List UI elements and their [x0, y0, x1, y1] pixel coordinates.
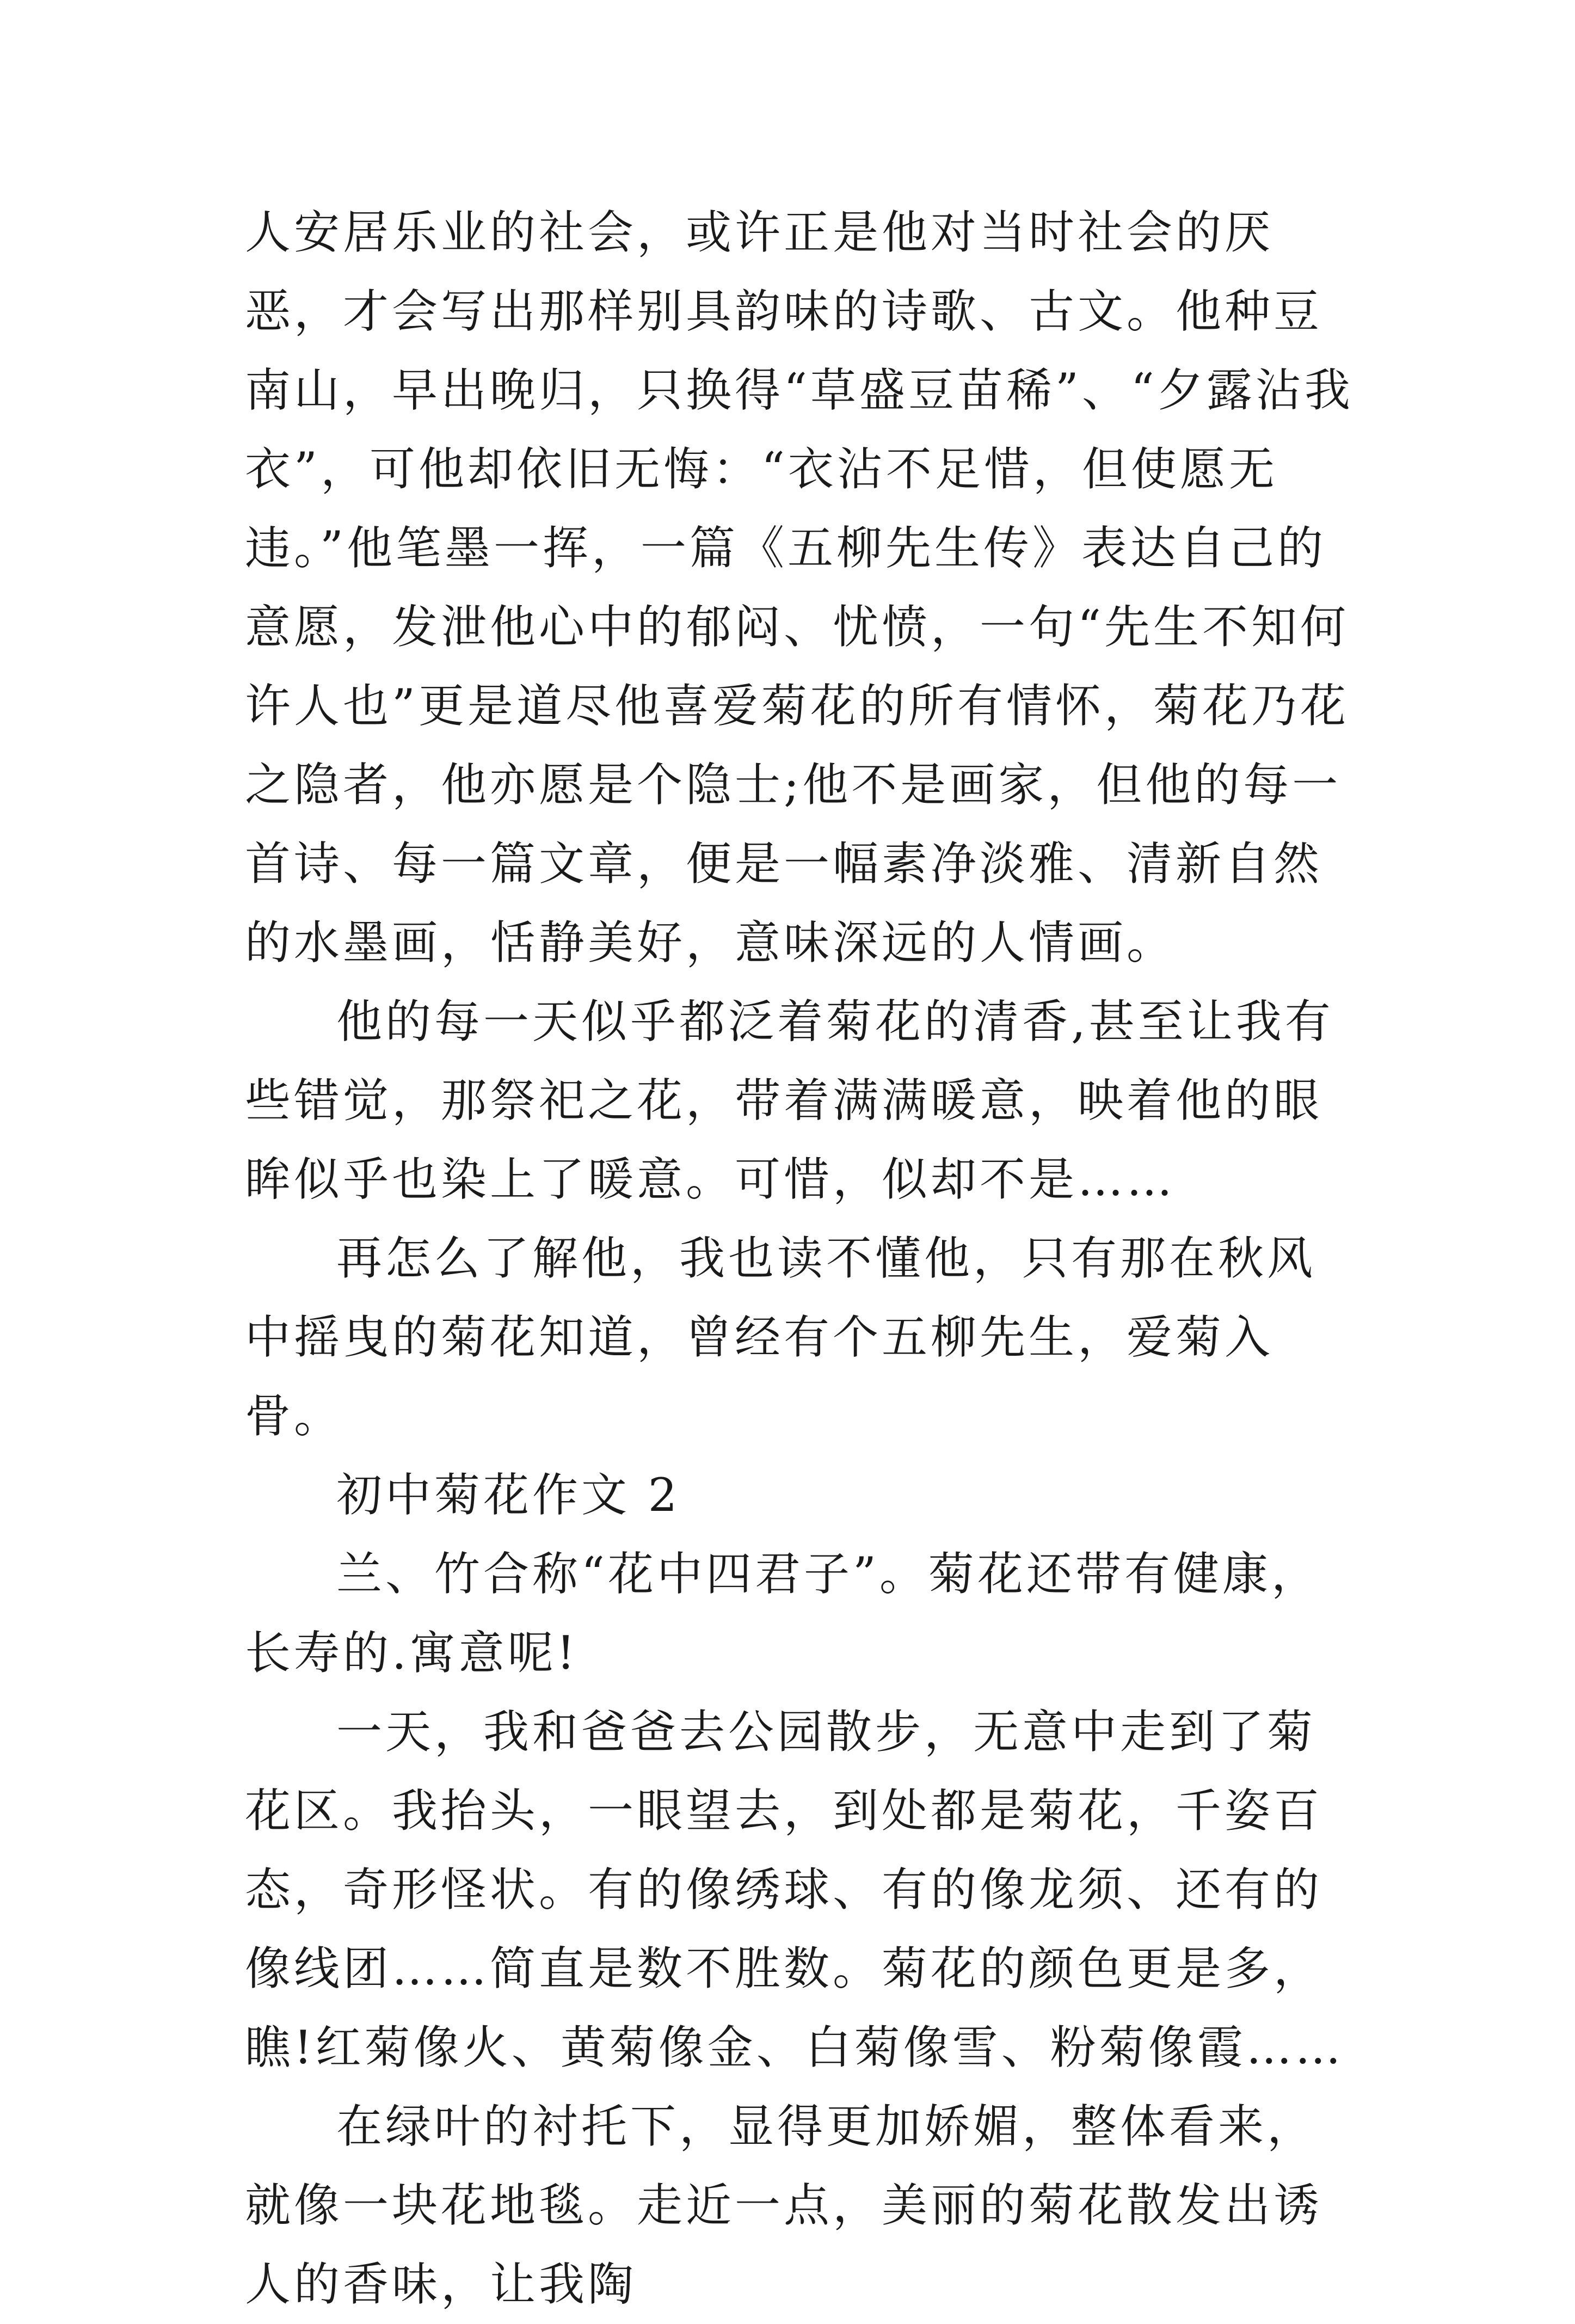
section-heading: 初中菊花作文 2 [336, 1468, 681, 1522]
paragraph: 在绿叶的衬托下，显得更加娇媚，整体看来，就像一块花地毯。走近一点，美丽的菊花散发出诱人的香味，让我陶 [245, 2100, 1323, 2311]
document-body [245, 193, 1355, 2324]
paragraph-continuation: 人安居乐业的社会，或许正是他对当时社会的厌恶，才会写出那样别具韵味的诗歌、古文。他种豆南山，早出晚归，只换得“草盛豆苗稀”、“夕露沾我衣”，可他却依旧无悔：“衣沾不足惜，但使愿无违。”他笔墨一挥，一篇《五柳先生传》表达自己的意愿，发泄他心中的郁闷、忧愤，一句“先生不知何许人也”更是道尽他喜爱菊花的所有情怀，菊花乃花之隐者，他亦愿是个隐士;他不是画家，但他的每一首诗、每一篇文章，便是一幅素净淡雅、清新自然的水墨画，恬静美好，意味深远的人情画。 [245, 206, 1353, 969]
paragraph: 再怎么了解他，我也读不懂他，只有那在秋风中摇曳的菊花知道，曾经有个五柳先生，爱菊入骨。 [245, 1232, 1316, 1443]
paragraph: 兰、竹合称“花中四君子”。菊花还带有健康，长寿的.寓意呢! [245, 1547, 1320, 1680]
paragraph: 一天，我和爸爸去公园散步，无意中走到了菊花区。我抬头，一眼望去，到处都是菊花，千姿百态，奇形怪状。有的像绣球、有的像龙须、还有的像线团……简直是数不胜数。菊花的颜色更是多，瞧!红菊像火、黄菊像金、白菊像雪、粉菊像霞…… [245, 1705, 1344, 2074]
paragraph: 他的每一天似乎都泛着菊花的清香,甚至让我有些错觉，那祭祀之花，带着满满暖意，映着他的眼眸似乎也染上了暖意。可惜，似却不是…… [245, 995, 1334, 1206]
